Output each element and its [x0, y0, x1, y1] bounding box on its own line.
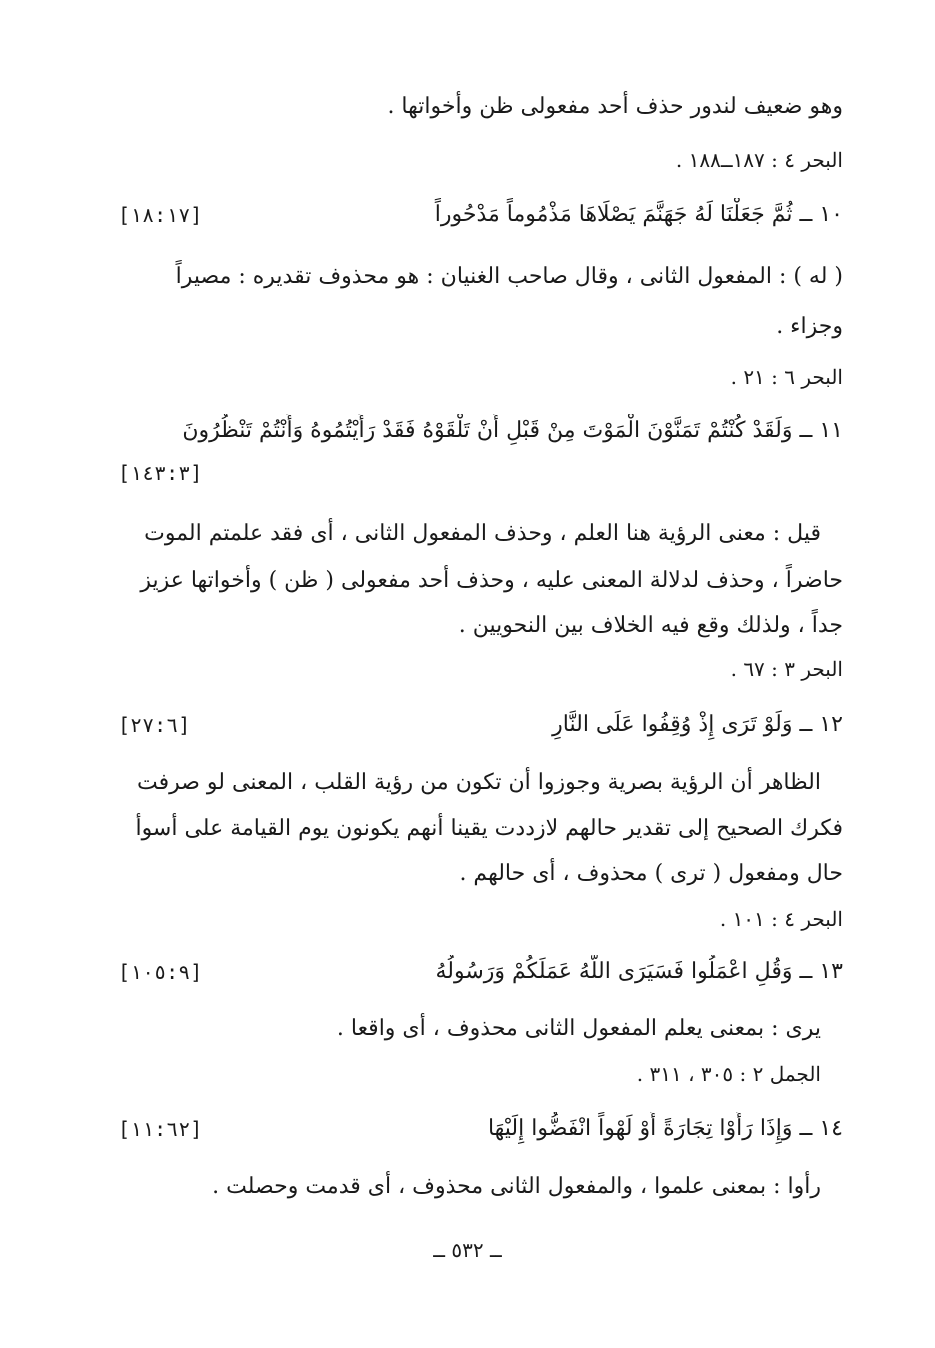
text-line: وهو ضعيف لندور حذف أحد مفعولى ظن وأخواتها .: [387, 94, 843, 119]
page-number: ــ ٥٣٢ ــ: [433, 1238, 502, 1262]
verse-line-12: [118, 708, 843, 742]
text-line: يرى : بمعنى يعلم المفعول الثانى محذوف ، أى واقعا .: [336, 1016, 821, 1041]
verse-reference: [١١:٦٢]: [118, 1117, 203, 1141]
source-citation: البحر ٤ : ١٨٧ــ١٨٨ .: [675, 148, 843, 172]
text-line: فكرك الصحيح إلى تقدير حالهم لازددت يقينا أنهم يكونون يوم القيامة على أسوأ: [135, 816, 843, 841]
verse-line-11: ١١ ــ وَلَقَدْ كُنْتُمْ تَمَنَّوْنَ الْمَوْتَ مِنْ قَبْلِ أَنْ تَلْقَوْهُ فَقَدْ رَأَيْتُمُوهُ وَأَنْتُمْ تَنْظُرُونَ: [182, 418, 843, 443]
text-line: حاضراً ، وحذف لدلالة المعنى عليه ، وحذف أحد مفعولى ( ظن ) وأخواتها عزيز: [140, 568, 843, 593]
verse-reference-text: [١٤٣:٣]: [118, 461, 203, 485]
text-line: حال ومفعول ( ترى ) محذوف ، أى حالهم .: [459, 861, 843, 886]
verse-reference: [٢٧:٦]: [118, 713, 191, 737]
text-line: ( له ) : المفعول الثانى ، وقال صاحب الغنيان : هو محذوف تقديره : مصيراً: [175, 264, 843, 289]
verse-reference: [١٨:١٧]: [118, 203, 203, 227]
verse-line-13: [118, 955, 843, 989]
source-citation: البحر ٤ : ١٠١ .: [719, 907, 843, 931]
source-citation: البحر ٦ : ٢١ .: [730, 365, 843, 389]
text-line: الظاهر أن الرؤية بصرية وجوزوا أن تكون من رؤية القلب ، المعنى لو صرفت: [136, 770, 821, 795]
source-citation: الجمل ٢ : ٣٠٥ ، ٣١١ .: [636, 1062, 821, 1086]
verse-line-14: [118, 1112, 843, 1146]
text-line: رأوا : بمعنى علموا ، والمفعول الثانى محذوف ، أى قدمت وحصلت .: [212, 1174, 821, 1199]
verse-line-10: [118, 198, 843, 232]
text-line: وجزاء .: [776, 314, 843, 339]
source-citation: البحر ٣ : ٦٧ .: [730, 657, 843, 681]
verse-reference: [١٠٥:٩]: [118, 960, 203, 984]
verse-text: ١٠ ــ ثُمَّ جَعَلْنَا لَهُ جَهَنَّمَ يَصْلَاهَا مَذْمُوماً مَدْحُوراً: [434, 202, 843, 227]
verse-text: ١٤ ــ وَإِذَا رَأَوْا تِجَارَةً أَوْ لَهْواً انْفَضُّوا إِلَيْهَا: [487, 1116, 843, 1141]
verse-text: ١٢ ــ وَلَوْ تَرَى إِذْ وُقِفُوا عَلَى النَّارِ: [552, 712, 843, 737]
text-line: جداً ، ولذلك وقع فيه الخلاف بين النحويين .: [458, 613, 843, 638]
text-line: قيل : معنى الرؤية هنا العلم ، وحذف المفعول الثانى ، أى فقد علمتم الموت: [144, 521, 821, 546]
verse-reference: [118, 456, 843, 491]
verse-text: ١٣ ــ وَقُلِ اعْمَلُوا فَسَيَرَى اللَّهُ عَمَلَكُمْ وَرَسُولُهُ: [435, 959, 843, 984]
